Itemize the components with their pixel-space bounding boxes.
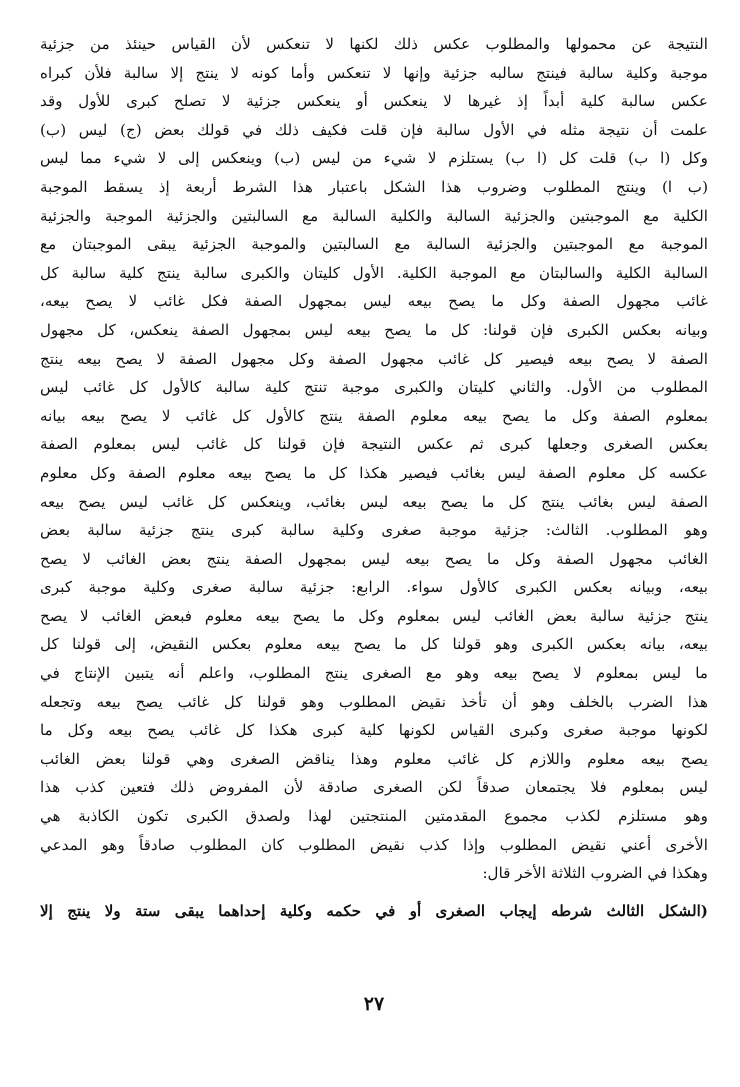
text-line: ما ليس بمعلوم لا يصح بيعه وهو مع الصغرى ينتج المطلوب، واعلم أنه يتبين الإنتاج في <box>40 664 708 683</box>
text-line: الأخرى أعني نقيض المطلوب وإذا كذب نقيض المطلوب كان المطلوب صادقاً وهو المدعي <box>40 835 708 854</box>
text-line: موجبة وكلية سالبة فينتج سالبه جزئية وإنها لا تنعكس وأما كونه لا ينتج إلا سالبة فلأن كبراه <box>40 63 708 82</box>
text-line: بيعه، بيانه بعكس الكبرى وهو قولنا كل ما يصح بيعه معلوم بعكس النقيض، إلى قولنا كل <box>40 635 708 654</box>
text-line: الموجبة مع الموجبتين والجزئية السالبة مع السالبتين والموجبة الجزئية يبقى الموجبتان مع <box>40 235 708 254</box>
document-page <box>40 30 708 1070</box>
text-line: علمت أن نتيجة مثله في الأول سالبة فإن قلت فكيف ذلك في قولك بعض (ج) ليس (ب) <box>40 120 708 139</box>
text-line: يصح بيعه معلوم واللازم كل غائب معلوم وهذا يناقض الصغرى وهي قولنا بعض الغائب <box>40 749 708 768</box>
text-line: الكلية مع الموجبتين والجزئية السالبة والكلية السالبة مع السالبتين والجزئية الموجبة والجزئية <box>40 206 708 225</box>
text-line: ليس بمعلوم فلا يجتمعان صدقاً لكن الصغرى صادقة لأن المفروض ذلك فتعين كذب هذا <box>40 778 708 797</box>
text-line: (ب ا) وينتج المطلوب وضروب هذا الشكل باعتبار هذا الشرط أربعة إذ يسقط الموجبة <box>40 177 708 196</box>
quoted-matn-line: (الشكل الثالث شرطه إيجاب الصغرى أو في حكمه وكلية إحداهما يبقى ستة ولا ينتج إلا <box>40 901 708 920</box>
text-line: بعكس الصغرى وجعلها كبرى ثم عكس النتيجة فإن قولنا كل غائب ليس بمعلوم الصفة <box>40 435 708 454</box>
text-line: المطلوب من الأول. والثاني كليتان والكبرى موجبة تنتج كلية سالبة كالأول كل غائب ليس <box>40 378 708 397</box>
text-line: عكسه كل معلوم الصفة ليس بغائب فيصير هكذا كل ما يصح بيعه معلوم الصفة وكل معلوم <box>40 463 708 482</box>
text-line: بمعلوم الصفة وكل ما يصح بيعه معلوم الصفة ينتج كالأول كل غائب لا يصح بيعه بيانه <box>40 406 708 425</box>
text-line: الصفة ليس بغائب ينتج كل ما يصح بيعه ليس بغائب، وينعكس كل غائب ليس يصح بيعه <box>40 492 708 511</box>
text-line: الصفة لا يصح بيعه فيصير كل غائب مجهول الصفة وكل مجهول الصفة لا يصح بيعه ينتج <box>40 349 708 368</box>
text-line: عكس سالبة كلية أبداً إذ غيرها لا ينعكس أو ينعكس جزئية لا تصلح كبرى للأول وقد <box>40 92 708 111</box>
text-line: وهو مستلزم لكذب مجموع المقدمتين المنتجتين لهذا ولصدق الكبرى تكون الكاذبة هي <box>40 807 708 826</box>
text-line: بيعه، وبيانه بعكس الكبرى كالأول سواء. الرابع: جزئية سالبة صغرى وكلية موجبة كبرى <box>40 578 708 597</box>
text-line: غائب مجهول الصفة وكل ما يصح بيعه ليس بمجهول الصفة فكل غائب لا يصح بيعه، <box>40 292 708 311</box>
body-text <box>40 30 708 888</box>
text-line: هذا الضرب بالخلف وهو أن تأخذ نقيض المطلوب وهو قولنا كل غائب يصح بيعه وتجعله <box>40 692 708 711</box>
text-line: وكل (ا ب) قلت كل (ا ب) يستلزم لا شيء من ليس (ب) وينعكس إلى لا شيء مما ليس <box>40 149 708 168</box>
text-line: ينتج جزئية سالبة بعض الغائب ليس بمعلوم وكل ما يصح بيعه معلوم فبعض الغائب لا يصح <box>40 606 708 625</box>
text-line: وهو المطلوب. الثالث: جزئية موجبة صغرى وكلية سالبة كبرى ينتج جزئية سالبة بعض <box>40 521 708 540</box>
page-number: ٢٧ <box>363 993 385 1015</box>
text-line: وهكذا في الضروب الثلاثة الأخر قال: <box>482 864 708 883</box>
text-line: الغائب مجهول الصفة وكل ما يصح بيعه ليس بمجهول الصفة ينتج بعض الغائب لا يصح <box>40 549 708 568</box>
text-line: السالبة الكلية والسالبتان مع الموجبة الكلية. الأول كليتان والكبرى سالبة ينتج كلية سالبة كل <box>40 263 708 282</box>
text-line: النتيجة عن محمولها والمطلوب عكس ذلك لكنها لا تنعكس لأن القياس حينئذ من جزئية <box>40 35 708 53</box>
text-line: وبيانه بعكس الكبرى فإن قولنا: كل ما يصح بيعه ليس بمجهول الصفة ينعكس، كل مجهول <box>40 320 708 339</box>
text-line: لكونها موجبة صغرى وكبرى القياس لكونها كلية كبرى هكذا كل غائب يصح بيعه وكل ما <box>40 721 708 740</box>
